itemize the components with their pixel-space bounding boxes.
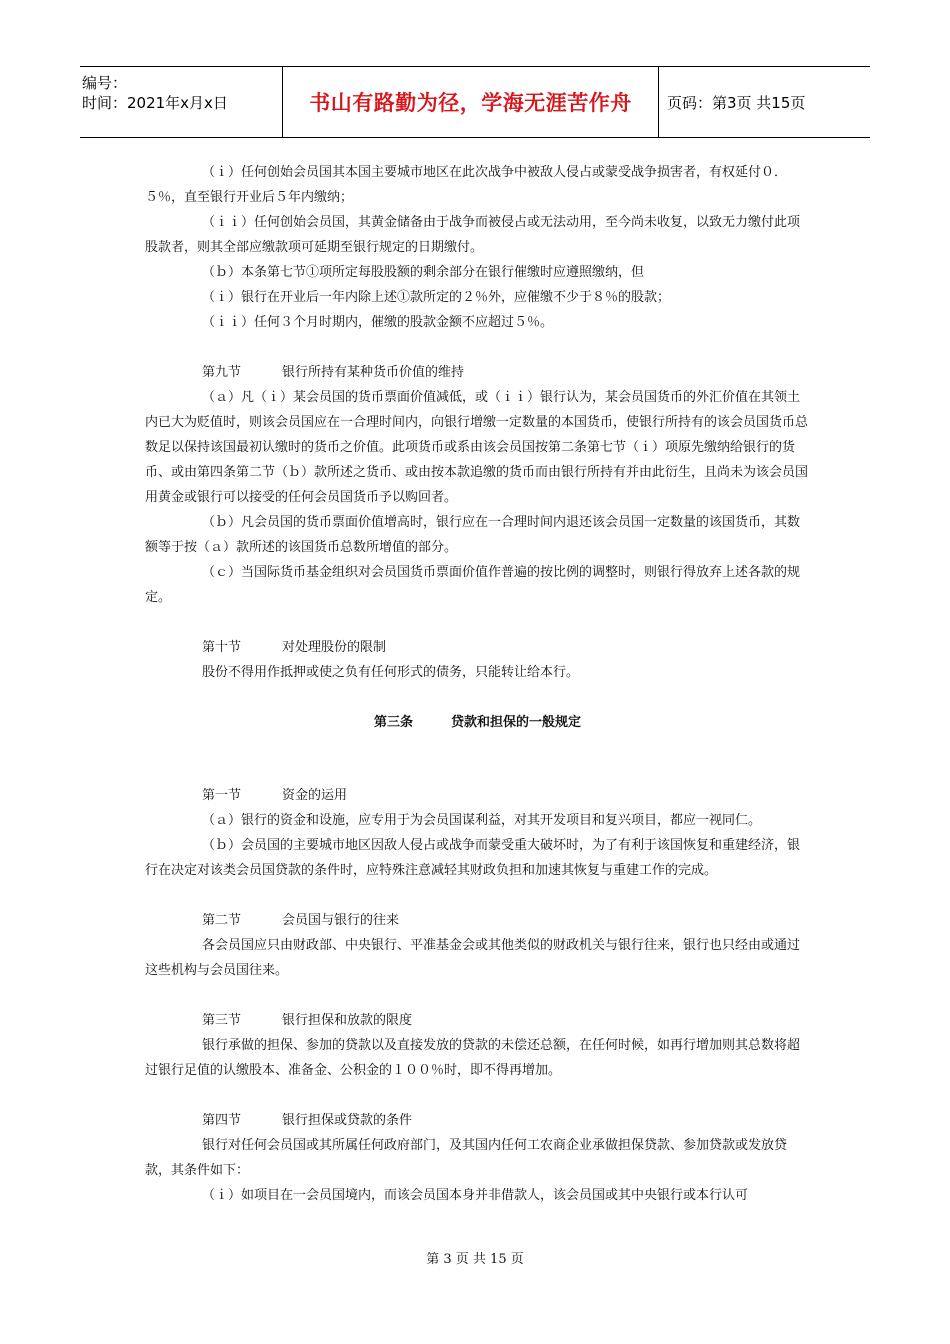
header-motto: 书山有路勤为径，学海无涯苦作舟 <box>282 67 659 137</box>
section-number: 第三节 <box>202 1013 242 1028</box>
serial-number-label: 编号： <box>82 74 128 92</box>
section-heading <box>145 635 810 660</box>
section-title: 银行担保和放款的限度 <box>282 1013 413 1028</box>
paragraph: （ｉ）银行在开业后一年内除上述①款所定的２％外，应催缴不少于８％的股款； <box>202 290 671 305</box>
paragraph: （ｉ）如项目在一会员国境内，而该会员国本身并非借款人，该会员国或其中央银行或本行认可 <box>202 1188 749 1203</box>
section-number: 第二节 <box>202 913 242 928</box>
section-title: 银行担保或贷款的条件 <box>282 1113 413 1128</box>
section-title: 资金的运用 <box>282 788 348 803</box>
page-header <box>80 66 870 138</box>
date-label: 时间：2021年x月x日 <box>82 94 228 112</box>
section-heading <box>145 1108 810 1133</box>
paragraph: （ｂ）本条第七节①项所定每股股额的剩余部分在银行催缴时应遵照缴纳，但 <box>202 265 645 280</box>
paragraph: （ａ）银行的资金和设施，应专用于为会员国谋利益，对其开发项目和复兴项目，都应一视同仁。 <box>202 813 762 828</box>
article-title: 贷款和担保的一般规定 <box>451 715 582 730</box>
paragraph: （ｉ）任何创始会员国其本国主要城市地区在此次战争中被敌人侵占或蒙受战争损害者，有权延付０．５％，直至银行开业后５年内缴纳； <box>145 165 788 205</box>
section-heading <box>145 783 810 808</box>
header-meta <box>80 67 282 137</box>
section-heading <box>145 908 810 933</box>
section-number: 第九节 <box>202 365 242 380</box>
paragraph: 股份不得用作抵押或使之负有任何形式的债务，只能转让给本行。 <box>202 665 580 680</box>
paragraph: （ｉｉ）任何３个月时期内，催缴的股款金额不应超过５％。 <box>202 315 554 330</box>
paragraph: （ｉｉ）任何创始会员国，其黄金储备由于战争而被侵占或无法动用，至今尚未收复，以致无力缴付此项股款者，则其全部应缴款项可延期至银行规定的日期缴付。 <box>145 215 801 255</box>
header-page-info: 页码：第3页 共15页 <box>667 93 806 112</box>
section-number: 第一节 <box>202 788 242 803</box>
section-heading <box>145 360 810 385</box>
paragraph: （ａ）凡（ｉ）某会员国的货币票面价值减低，或（ｉｉ）银行认为，某会员国货币的外汇价值在其领土内已大为贬值时，则该会员国应在一合理时间内，向银行增缴一定数量的本国货币，使银行所持有的该会员国货币总数足以保持该国最初认缴时的货币之价值。此项货币或系由该会员国按第二条第七节（ｉ）项原先缴纳给银行的货币、或由第四条第二节（ｂ）款所述之货币、或由按本款追缴的货币而由银行所持有并由此衍生，且尚未为该会员国用黄金或银行可以接受的任何会员国货币予以购回者。 <box>145 390 809 505</box>
paragraph: 银行对任何会员国或其所属任何政府部门，及其国内任何工农商企业承做担保贷款、参加贷款或发放贷款，其条件如下： <box>145 1138 788 1178</box>
page-footer: 第 3 页 共 15 页 <box>426 1252 524 1267</box>
paragraph: （ｃ）当国际货币基金组织对会员国货币票面价值作普遍的按比例的调整时，则银行得放弃上述各款的规定。 <box>145 565 801 605</box>
document-body <box>145 160 810 1208</box>
paragraph: （ｂ）凡会员国的货币票面价值增高时，银行应在一合理时间内退还该会员国一定数量的该国货币，其数额等于按（ａ）款所述的该国货币总数所增值的部分。 <box>145 515 801 555</box>
paragraph: 银行承做的担保、参加的贷款以及直接发放的贷款的未偿还总额，在任何时候，如再行增加则其总数将超过银行足值的认缴股本、准备金、公积金的１００％时，即不得再增加。 <box>145 1038 801 1078</box>
section-title: 会员国与银行的往来 <box>282 913 400 928</box>
section-number: 第四节 <box>202 1113 242 1128</box>
article-number: 第三条 <box>373 715 413 730</box>
section-number: 第十节 <box>202 640 242 655</box>
section-title: 银行所持有某种货币价值的维持 <box>282 365 465 380</box>
paragraph: （ｂ）会员国的主要城市地区因敌人侵占或战争而蒙受重大破坏时，为了有利于该国恢复和重建经济，银行在决定对该类会员国贷款的条件时，应特殊注意减轻其财政负担和加速其恢复与重建工作的完成。 <box>145 838 801 878</box>
section-title: 对处理股份的限制 <box>282 640 387 655</box>
paragraph: 各会员国应只由财政部、中央银行、平准基金会或其他类似的财政机关与银行往来，银行也只经由或通过这些机构与会员国往来。 <box>145 938 801 978</box>
section-heading <box>145 1008 810 1033</box>
article-heading <box>145 710 810 735</box>
